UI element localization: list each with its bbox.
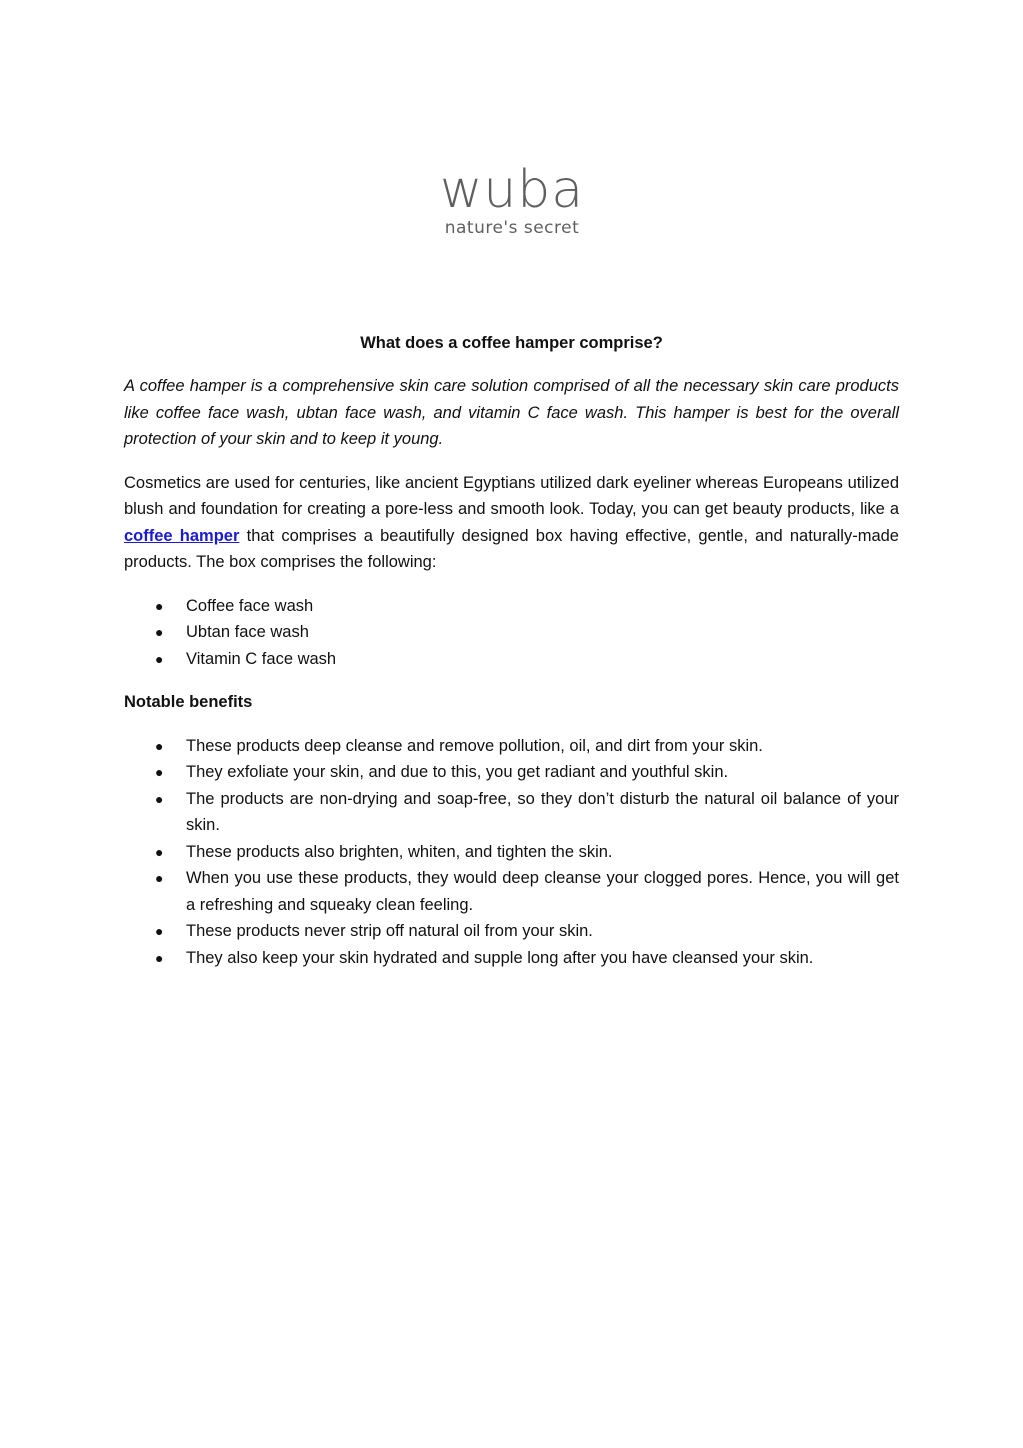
bullet-icon: ● xyxy=(155,843,164,860)
bullet-icon: ● xyxy=(155,949,164,966)
list-item-text: They exfoliate your skin, and due to this, you get radiant and youthful skin. xyxy=(186,763,729,781)
bullet-icon: ● xyxy=(155,624,164,640)
bullet-icon: ● xyxy=(155,790,164,807)
list-item xyxy=(124,646,899,673)
list-item-text: Coffee face wash xyxy=(186,596,314,615)
cosmetics-paragraph xyxy=(124,470,899,576)
bullet-icon: ● xyxy=(155,870,164,886)
list-item-text: These products also brighten, whiten, and tighten the skin. xyxy=(186,842,613,861)
bullet-icon: ● xyxy=(155,923,164,939)
contents-list xyxy=(124,593,899,673)
document-body xyxy=(124,330,899,988)
paragraph-text-after-link: that comprises a beautifully designed box having effective, gentle, and naturally-made products. The box comprises the following: xyxy=(124,526,899,571)
list-item-text: When you use these products, they would deep cleanse your clogged pores. Hence, you will get a refreshing and squeaky clean feeling. xyxy=(186,869,899,914)
list-item xyxy=(124,619,899,646)
coffee-hamper-link[interactable]: coffee hamper xyxy=(124,526,240,545)
bullet-icon: ● xyxy=(155,597,164,614)
list-item xyxy=(124,839,899,866)
benefits-heading: Notable benefits xyxy=(124,693,253,711)
list-item-text: Vitamin C face wash xyxy=(186,649,337,668)
list-item xyxy=(124,945,899,972)
list-item-text: These products never strip off natural oil from your skin. xyxy=(186,922,593,940)
list-item xyxy=(124,865,899,918)
list-item-text: They also keep your skin hydrated and supple long after you have cleansed your skin. xyxy=(186,948,814,967)
list-item-text: Ubtan face wash xyxy=(186,623,309,641)
benefits-list xyxy=(124,733,899,972)
intro-paragraph: A coffee hamper is a comprehensive skin care solution comprised of all the necessary skin care products like coffee face wash, ubtan face wash, and vitamin C face wash. This hamper is best for the overall protection of your skin and to keep it young. xyxy=(124,377,899,448)
paragraph-text-before-link: Cosmetics are used for centuries, like ancient Egyptians utilized dark eyeliner whereas Europeans utilized blush and foundation for creating a pore-less and smooth look. Today, you can get beauty products, like a xyxy=(124,473,899,518)
list-item xyxy=(124,786,899,839)
logo-wordmark: wuba xyxy=(439,160,585,220)
list-item xyxy=(124,918,899,945)
list-item xyxy=(124,759,899,786)
logo-tagline: nature's secret xyxy=(444,218,580,238)
bullet-icon: ● xyxy=(155,737,164,754)
page-title: What does a coffee hamper comprise? xyxy=(360,334,663,352)
bullet-icon: ● xyxy=(155,650,164,667)
list-item-text: These products deep cleanse and remove pollution, oil, and dirt from your skin. xyxy=(186,736,763,755)
wuba-logo xyxy=(432,128,592,280)
list-item-text: The products are non-drying and soap-free, so they don’t disturb the natural oil balance of your skin. xyxy=(186,789,899,834)
bullet-icon: ● xyxy=(155,764,164,780)
list-item xyxy=(124,593,899,620)
list-item xyxy=(124,733,899,760)
